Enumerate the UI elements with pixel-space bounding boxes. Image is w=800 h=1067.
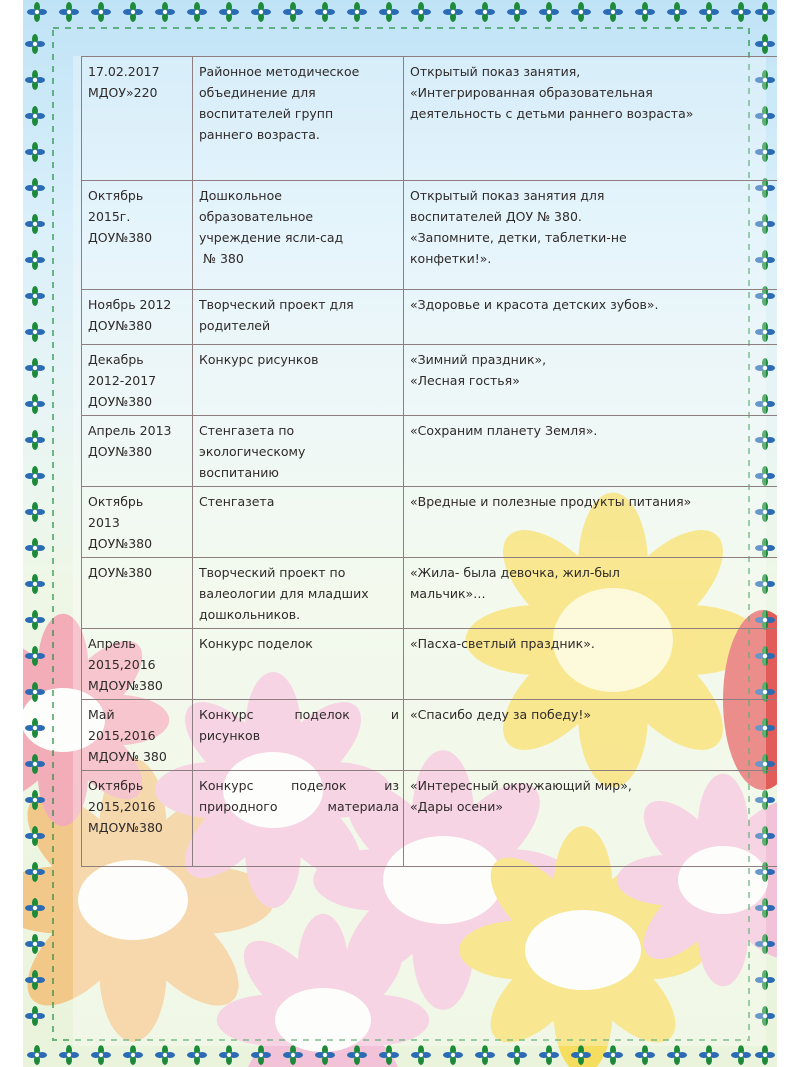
cell-line: ДОУ№380: [88, 536, 153, 551]
cell-line: родителей: [199, 318, 271, 333]
cell-line: МДОУ№380: [88, 820, 163, 835]
cell-line: ДОУ№380: [88, 444, 153, 459]
cell-line: мальчик»…: [410, 586, 486, 601]
cell-line: Стенгазета: [199, 494, 275, 509]
table-row: [82, 487, 778, 558]
cell-line: № 380: [199, 251, 244, 266]
cell-line: «Спасибо деду за победу!»: [410, 707, 592, 722]
cell-line: ДОУ№380: [88, 230, 153, 245]
event-cell: [193, 558, 404, 629]
cell-line: Конкурс поделок из: [199, 778, 399, 793]
topic-cell: [404, 290, 778, 345]
cell-line: ДОУ№380: [88, 318, 153, 333]
cell-line: природного материала: [199, 799, 399, 814]
cell-line: рисунков: [199, 728, 261, 743]
cell-line: валеологии для младших: [199, 586, 369, 601]
event-cell: [193, 771, 404, 867]
cell-line: «Пасха-светлый праздник».: [410, 636, 595, 651]
cell-line: объединение для: [199, 85, 316, 100]
cell-line: Октябрь: [88, 778, 144, 793]
date-cell: [82, 181, 193, 290]
cell-line: воспитателей групп: [199, 106, 334, 121]
cell-line: 2015,2016: [88, 728, 156, 743]
cell-line: Районное методическое: [199, 64, 360, 79]
date-cell: [82, 290, 193, 345]
table-row: [82, 290, 778, 345]
topic-cell: [404, 57, 778, 181]
table-row: [82, 629, 778, 700]
topic-cell: [404, 771, 778, 867]
cell-line: экологическому: [199, 444, 306, 459]
cell-line: 2013: [88, 515, 120, 530]
table-row: [82, 345, 778, 416]
date-cell: [82, 700, 193, 771]
topic-cell: [404, 700, 778, 771]
cell-line: воспитателей ДОУ № 380.: [410, 209, 582, 224]
cell-line: Открытый показ занятия,: [410, 64, 581, 79]
cell-line: Октябрь: [88, 494, 144, 509]
cell-line: учреждение ясли-сад: [199, 230, 344, 245]
table-row: [82, 181, 778, 290]
cell-line: деятельность с детьми раннего возраста»: [410, 106, 694, 121]
cell-line: «Лесная гостья»: [410, 373, 520, 388]
cell-line: Ноябрь 2012: [88, 297, 172, 312]
event-cell: [193, 416, 404, 487]
cell-line: 17.02.2017: [88, 64, 160, 79]
event-cell: [193, 290, 404, 345]
cell-line: Конкурс рисунков: [199, 352, 319, 367]
table-row: [82, 771, 778, 867]
cell-line: ДОУ№380: [88, 394, 153, 409]
cell-line: 2012-2017: [88, 373, 157, 388]
cell-line: Творческий проект для: [199, 297, 354, 312]
date-cell: [82, 629, 193, 700]
topic-cell: [404, 345, 778, 416]
event-cell: [193, 629, 404, 700]
cell-line: Декабрь: [88, 352, 144, 367]
table-row: [82, 700, 778, 771]
event-cell: [193, 181, 404, 290]
cell-line: Дошкольное: [199, 188, 282, 203]
cell-line: «Здоровье и красота детских зубов».: [410, 297, 659, 312]
cell-line: конфетки!».: [410, 251, 492, 266]
cell-line: воспитанию: [199, 465, 279, 480]
cell-line: «Дары осени»: [410, 799, 504, 814]
cell-line: 2015,2016: [88, 799, 156, 814]
topic-cell: [404, 629, 778, 700]
event-cell: [193, 57, 404, 181]
topic-cell: [404, 181, 778, 290]
topic-cell: [404, 416, 778, 487]
cell-line: Октябрь: [88, 188, 144, 203]
date-cell: [82, 558, 193, 629]
cell-line: «Сохраним планету Земля».: [410, 423, 598, 438]
cell-line: Апрель: [88, 636, 136, 651]
cell-line: Конкурс поделок и: [199, 707, 399, 722]
cell-line: раннего возраста.: [199, 127, 320, 142]
cell-line: Творческий проект по: [199, 565, 346, 580]
event-cell: [193, 700, 404, 771]
cell-line: дошкольников.: [199, 607, 301, 622]
activity-table: [81, 56, 777, 867]
table-row: [82, 57, 778, 181]
date-cell: [82, 771, 193, 867]
cell-line: МДОУ»220: [88, 85, 158, 100]
cell-line: «Вредные и полезные продукты питания»: [410, 494, 692, 509]
cell-line: «Запомните, детки, таблетки-не: [410, 230, 627, 245]
cell-line: МДОУ№380: [88, 678, 163, 693]
cell-line: Конкурс поделок: [199, 636, 313, 651]
cell-line: «Интересный окружающий мир»,: [410, 778, 632, 793]
topic-cell: [404, 487, 778, 558]
page-background: [23, 0, 777, 1067]
date-cell: [82, 345, 193, 416]
cell-line: 2015,2016: [88, 657, 156, 672]
event-cell: [193, 487, 404, 558]
cell-line: МДОУ№ 380: [88, 749, 167, 764]
cell-line: образовательное: [199, 209, 314, 224]
date-cell: [82, 487, 193, 558]
table-row: [82, 416, 778, 487]
cell-line: ДОУ№380: [88, 565, 153, 580]
table-row: [82, 558, 778, 629]
cell-line: «Зимний праздник»,: [410, 352, 547, 367]
topic-cell: [404, 558, 778, 629]
cell-line: «Интегрированная образовательная: [410, 85, 653, 100]
event-cell: [193, 345, 404, 416]
date-cell: [82, 416, 193, 487]
cell-line: Открытый показ занятия для: [410, 188, 605, 203]
cell-line: Апрель 2013: [88, 423, 172, 438]
cell-line: «Жила- была девочка, жил-был: [410, 565, 620, 580]
cell-line: 2015г.: [88, 209, 131, 224]
cell-line: Стенгазета по: [199, 423, 295, 438]
date-cell: [82, 57, 193, 181]
cell-line: Май: [88, 707, 115, 722]
